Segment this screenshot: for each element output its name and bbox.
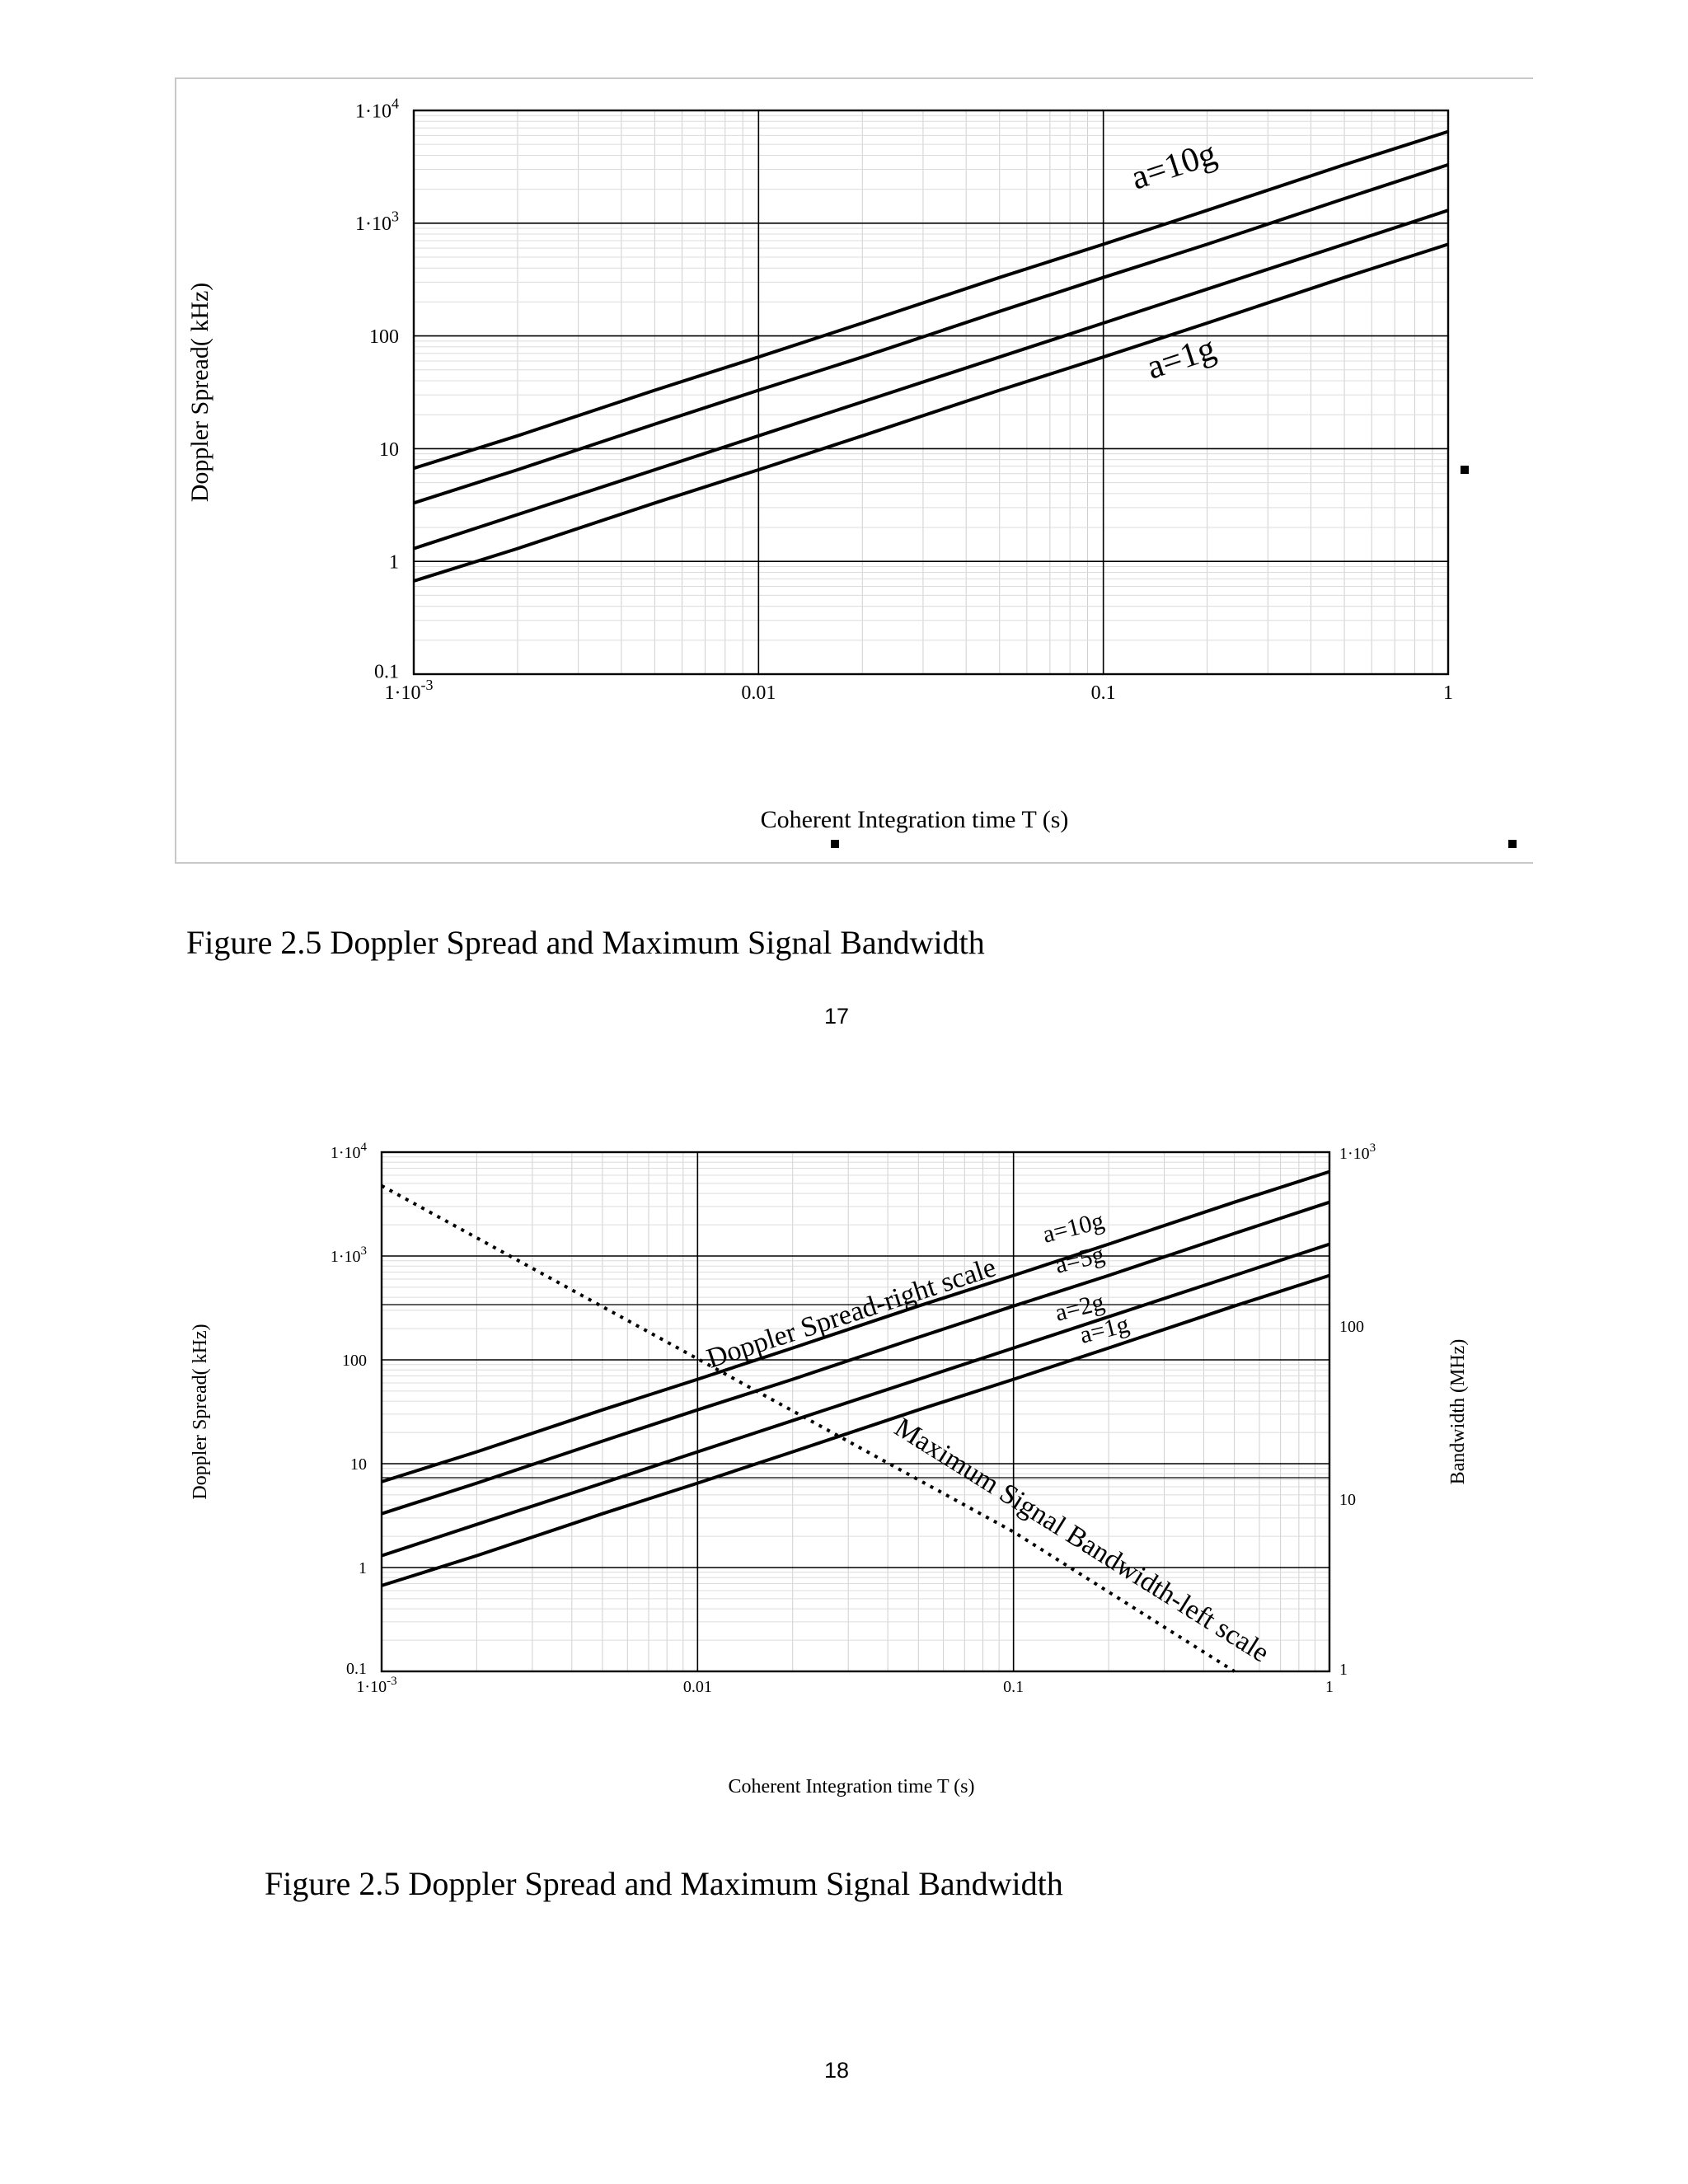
- y-tick-label: 10: [350, 1455, 367, 1474]
- y2-axis-label: Bandwidth (MHz): [1447, 1338, 1469, 1485]
- y-tick-label: 0.1: [346, 1660, 367, 1678]
- x-tick-label: 1: [1443, 682, 1453, 704]
- y2-tick-label: 10: [1339, 1491, 1356, 1509]
- x-tick-label: 0.1: [1003, 1678, 1025, 1696]
- page-number: 17: [824, 1004, 850, 1029]
- y-tick-label: 0.1: [374, 661, 399, 683]
- x-tick-label: 0.1: [1090, 682, 1116, 704]
- y2-tick-label: 100: [1339, 1318, 1364, 1336]
- x-tick-label: $1\cdot 10^{-3}$: [356, 1675, 397, 1696]
- y2-tick-label: 1: [1339, 1661, 1348, 1679]
- y-tick-label: 100: [369, 326, 399, 348]
- y-tick-label: 10: [379, 438, 399, 461]
- figure-caption: Figure 2.5 Doppler Spread and Maximum Signal Bandwidth: [186, 924, 985, 961]
- series-annotation: a=5g: [1052, 1240, 1108, 1279]
- series-annotation: Maximum Signal Bandwidth-left scale: [889, 1412, 1275, 1669]
- series-annotation: a=2g: [1052, 1288, 1108, 1327]
- figure-caption: Figure 2.5 Doppler Spread and Maximum Signal Bandwidth: [265, 1865, 1063, 1902]
- series-annotation: Doppler Spread-right scale: [703, 1252, 1000, 1375]
- y-tick-label: $1\cdot 10^3$: [330, 1244, 367, 1266]
- series-annotation: a=1g: [1142, 329, 1221, 387]
- x-axis-label: Coherent Integration time T (s): [728, 1776, 975, 1797]
- y2-tick-label: $1\cdot 10^3$: [1339, 1141, 1376, 1163]
- doppler-series-line: [382, 1244, 1329, 1556]
- x-tick-label: 0.01: [741, 682, 776, 704]
- x-tick-label: 1: [1325, 1678, 1334, 1696]
- y-axis-label: Doppler Spread( kHz): [190, 1324, 211, 1500]
- series-annotation: a=10g: [1039, 1207, 1107, 1249]
- y-tick-label: $1\cdot 10^3$: [355, 208, 399, 236]
- page-number: 18: [824, 2058, 850, 2083]
- y-axis-label: Doppler Spread( kHz): [186, 282, 213, 503]
- doppler-series-line: [382, 1202, 1329, 1514]
- y-tick-label: $1\cdot 10^4$: [330, 1141, 367, 1162]
- x-axis-label: Coherent Integration time T (s): [760, 806, 1069, 833]
- series-annotation: a=10g: [1126, 134, 1221, 198]
- y-tick-label: 1: [359, 1559, 367, 1577]
- x-tick-label: 0.01: [682, 1678, 712, 1696]
- y-tick-label: 100: [342, 1352, 367, 1370]
- x-tick-label: $1\cdot 10^{-3}$: [384, 677, 434, 704]
- y-tick-label: 1: [389, 551, 399, 574]
- series-annotation: a=1g: [1076, 1310, 1132, 1349]
- y-tick-label: $1\cdot 10^4$: [355, 95, 399, 123]
